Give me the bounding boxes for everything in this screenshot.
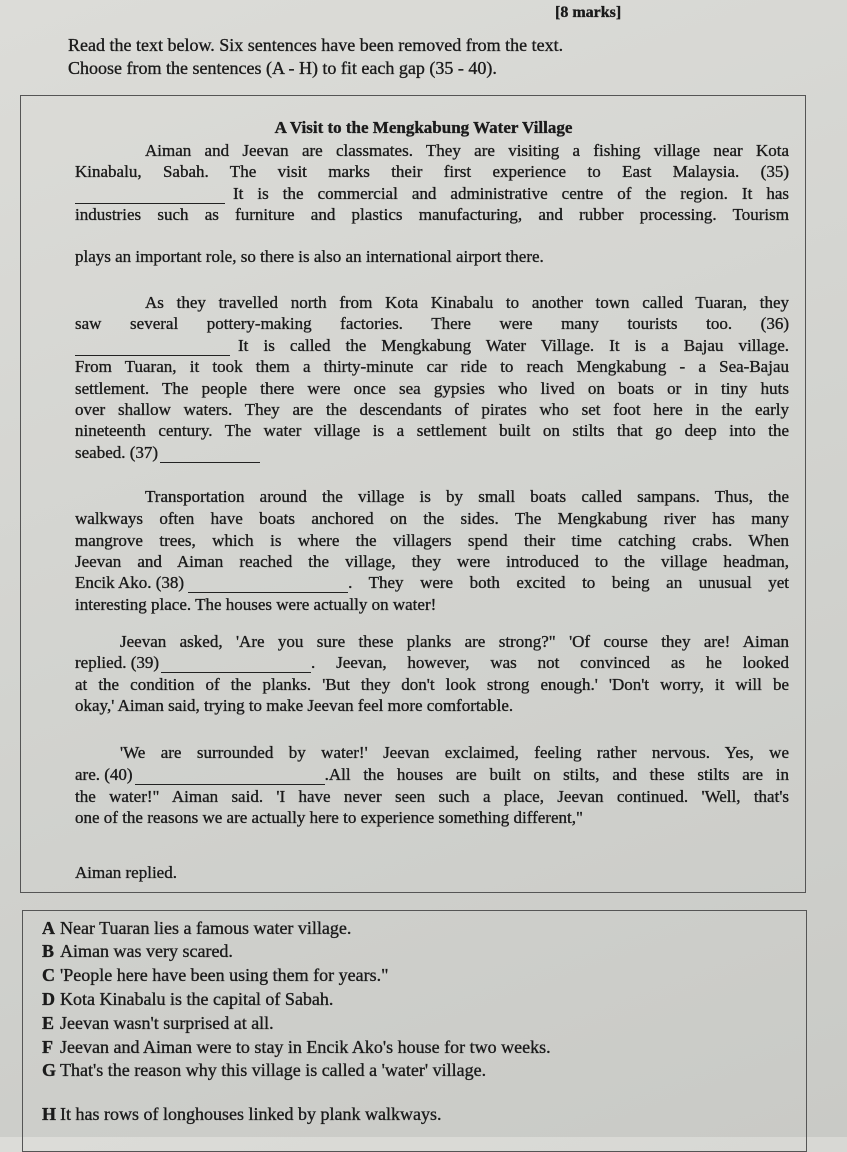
- text-segment: are. (40): [75, 765, 133, 784]
- text-line: the water!" Aiman said. 'I have never seen such a place, Jeevan continued. 'Well, that's: [75, 787, 789, 806]
- text-line: [75, 764, 789, 785]
- text-line: one of the reasons we are actually here to experience something different,": [75, 808, 583, 827]
- text-line: settlement. The people there were once sea gypsies who lived on boats or in tiny huts: [75, 379, 789, 398]
- instruction-line: Choose from the sentences (A - H) to fit each gap (35 - 40).: [68, 58, 497, 78]
- option-a: A Near Tuaran lies a famous water village.: [42, 918, 352, 938]
- gap-40-blank[interactable]: [135, 768, 325, 785]
- option-h: H It has rows of longhouses linked by plank walkways.: [42, 1104, 442, 1124]
- text-line: Kinabalu, Sabah. The visit marks their first experience to East Malaysia. (35): [75, 162, 789, 181]
- text-segment: .All the houses are built on stilts, and these stilts are in: [324, 765, 789, 784]
- option-f: F Jeevan and Aiman were to stay in Encik Ako's house for two weeks.: [42, 1037, 551, 1057]
- text-line: nineteenth century. The water village is a settlement built on stilts that go deep into the: [75, 421, 789, 440]
- text-line: Jeevan and Aiman reached the village, they were introduced to the village headman,: [75, 552, 789, 571]
- text-segment: It is the commercial and administrative centre of the region. It has: [233, 184, 789, 203]
- gap-38-blank[interactable]: [188, 576, 348, 593]
- option-g: G That's the reason why this village is called a 'water' village.: [42, 1060, 487, 1080]
- text-line: plays an important role, so there is also an international airport there.: [75, 247, 544, 266]
- gap-35-blank[interactable]: [75, 187, 225, 204]
- gap-37-blank[interactable]: [160, 440, 260, 463]
- text-line: Jeevan asked, 'Are you sure these planks are strong?" 'Of course they are! Aiman: [120, 632, 789, 651]
- text-line: interesting place. The houses were actually on water!: [75, 595, 437, 614]
- text-line: mangrove trees, which is where the villagers spend their time catching crabs. When: [75, 531, 789, 550]
- text-line: Aiman and Jeevan are classmates. They are visiting a fishing village near Kota: [145, 141, 789, 160]
- gap-36-blank[interactable]: [75, 339, 230, 356]
- text-line: industries such as furniture and plastics manufacturing, and rubber processing. Tourism: [75, 205, 789, 224]
- text-line: 'We are surrounded by water!' Jeevan exclaimed, feeling rather nervous. Yes, we: [120, 743, 789, 762]
- gap-39-blank[interactable]: [161, 656, 311, 673]
- text-segment: seabed. (37): [75, 443, 159, 462]
- text-line: [75, 183, 789, 204]
- text-segment: . They were both excited to being an unusual yet: [348, 573, 789, 592]
- text-line: [75, 335, 789, 356]
- text-segment: . Jeevan, however, was not convinced as he looked: [311, 653, 789, 672]
- text-line: walkways often have boats anchored on the sides. The Mengkabung river has many: [75, 509, 789, 528]
- marks-label: [8 marks]: [555, 4, 622, 21]
- text-line: From Tuaran, it took them a thirty-minute car ride to reach Mengkabung - a Sea-Bajau: [75, 357, 789, 376]
- text-line: [75, 572, 789, 593]
- text-line: Aiman replied.: [75, 863, 177, 882]
- option-d: D Kota Kinabalu is the capital of Sabah.: [42, 989, 334, 1009]
- text-line: Transportation around the village is by small boats called sampans. Thus, the: [145, 487, 789, 506]
- passage-title: A Visit to the Mengkabung Water Village: [274, 118, 573, 137]
- text-line: [75, 652, 789, 673]
- text-line: at the condition of the planks. 'But they don't look strong enough.' 'Don't worry, it will be: [75, 675, 789, 694]
- text-segment: It is called the Mengkabung Water Village. It is a Bajau village.: [238, 336, 789, 355]
- instruction-line: Read the text below. Six sentences have been removed from the text.: [68, 35, 564, 55]
- text-line: [75, 442, 260, 463]
- option-c: C 'People here have been using them for years.": [42, 965, 389, 985]
- text-segment: Encik Ako. (38): [75, 573, 185, 592]
- text-line: okay,' Aiman said, trying to make Jeevan feel more comfortable.: [75, 696, 514, 715]
- text-line: As they travelled north from Kota Kinabalu to another town called Tuaran, they: [145, 293, 789, 312]
- option-b: B Aiman was very scared.: [42, 941, 233, 961]
- option-e: E Jeevan wasn't surprised at all.: [42, 1013, 274, 1033]
- text-line: over shallow waters. They are the descendants of pirates who set foot here in the early: [75, 400, 789, 419]
- text-segment: replied. (39): [75, 653, 160, 672]
- text-line: saw several pottery-making factories. There were many tourists too. (36): [75, 314, 789, 333]
